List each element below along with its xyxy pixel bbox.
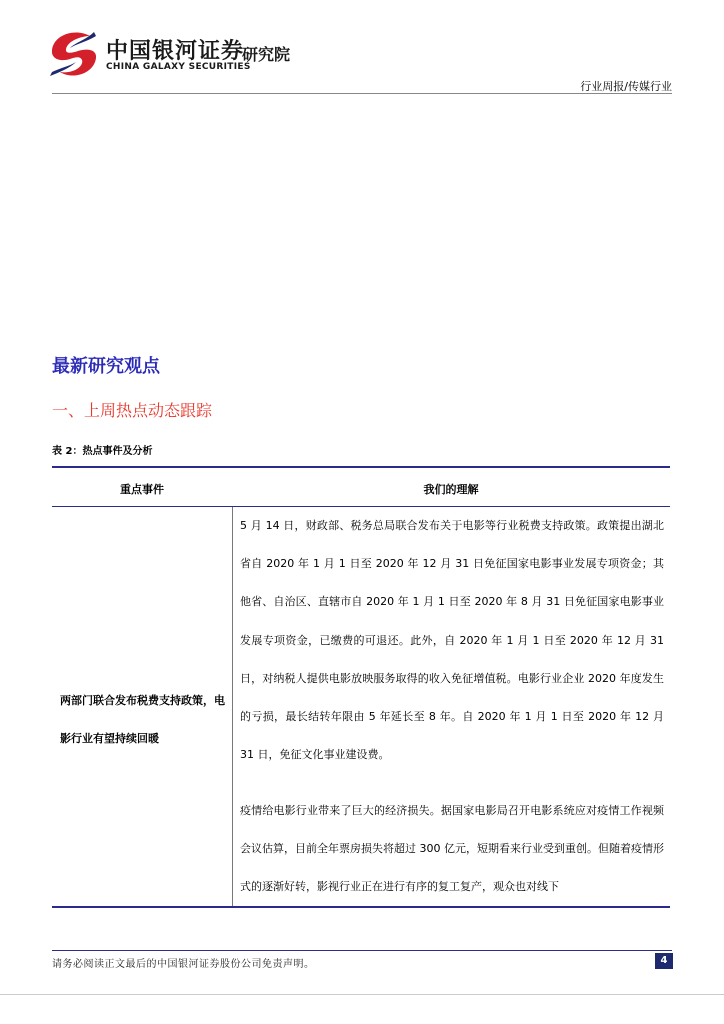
table-column-divider: [232, 507, 233, 906]
footer-disclaimer: 请务必阅读正文最后的中国银河证券股份公司免责声明。: [52, 959, 315, 970]
header-divider: [52, 93, 672, 94]
logo-en-text: CHINA GALAXY SECURITIES: [106, 62, 251, 72]
section-title: 最新研究观点: [52, 356, 160, 377]
sub-title: 一、上周热点动态跟踪: [52, 401, 213, 420]
table-analysis-paragraph-2: 疫情给电影行业带来了巨大的经济损失。据国家电影局召开电影系统应对疫情工作视频会议估算，目前全年票房损失将超过 300 亿元，短期看来行业受到重创。但随着疫情形式的逐渐好转，影视行业正在进行有序的复工复产，观众也对线下: [240, 804, 664, 894]
logo-sub-text: 研究院: [242, 45, 291, 64]
page-number: 4: [655, 953, 673, 969]
report-type: 行业周报/传媒行业: [580, 80, 672, 93]
footer-divider: [52, 950, 672, 951]
table-header-analysis: 我们的理解: [423, 483, 479, 496]
table-event-cell: 两部门联合发布税费支持政策，电影行业有望持续回暖: [60, 694, 225, 745]
galaxy-logo-icon: [46, 26, 102, 82]
table-top-rule: [52, 466, 670, 468]
table-header-event: 重点事件: [120, 483, 164, 496]
table-caption: 表 2：热点事件及分析: [52, 446, 153, 457]
table-bottom-rule: [52, 906, 670, 908]
logo-cn-text: 中国银河证券: [106, 39, 245, 64]
page-bottom-rule: [0, 994, 724, 995]
table-analysis-paragraph-1: 5 月 14 日，财政部、税务总局联合发布关于电影等行业税费支持政策。政策提出湖北省自 2020 年 1 月 1 日至 2020 年 12 月 31 日免征国家电影事业发展专项资金；其他省、自治区、直辖市自 2020 年 1 月 1 日至 2020 年 8 月 31 日免征国家电影事业发展专项资金，已缴费的可退还。此外，自 2020 年 1 月 1 日至 2020 年 12 月 31 日，对纳税人提供电影放映服务取得的收入免征增值税。电影行业企业 2020 年度发生的亏损，最长结转年限由 5 年延长至 8 年。自 2020 年 1 月 1 日至 2020 年 12 月 31 日，免征文化事业建设费。: [240, 519, 664, 762]
company-logo: [46, 26, 308, 82]
